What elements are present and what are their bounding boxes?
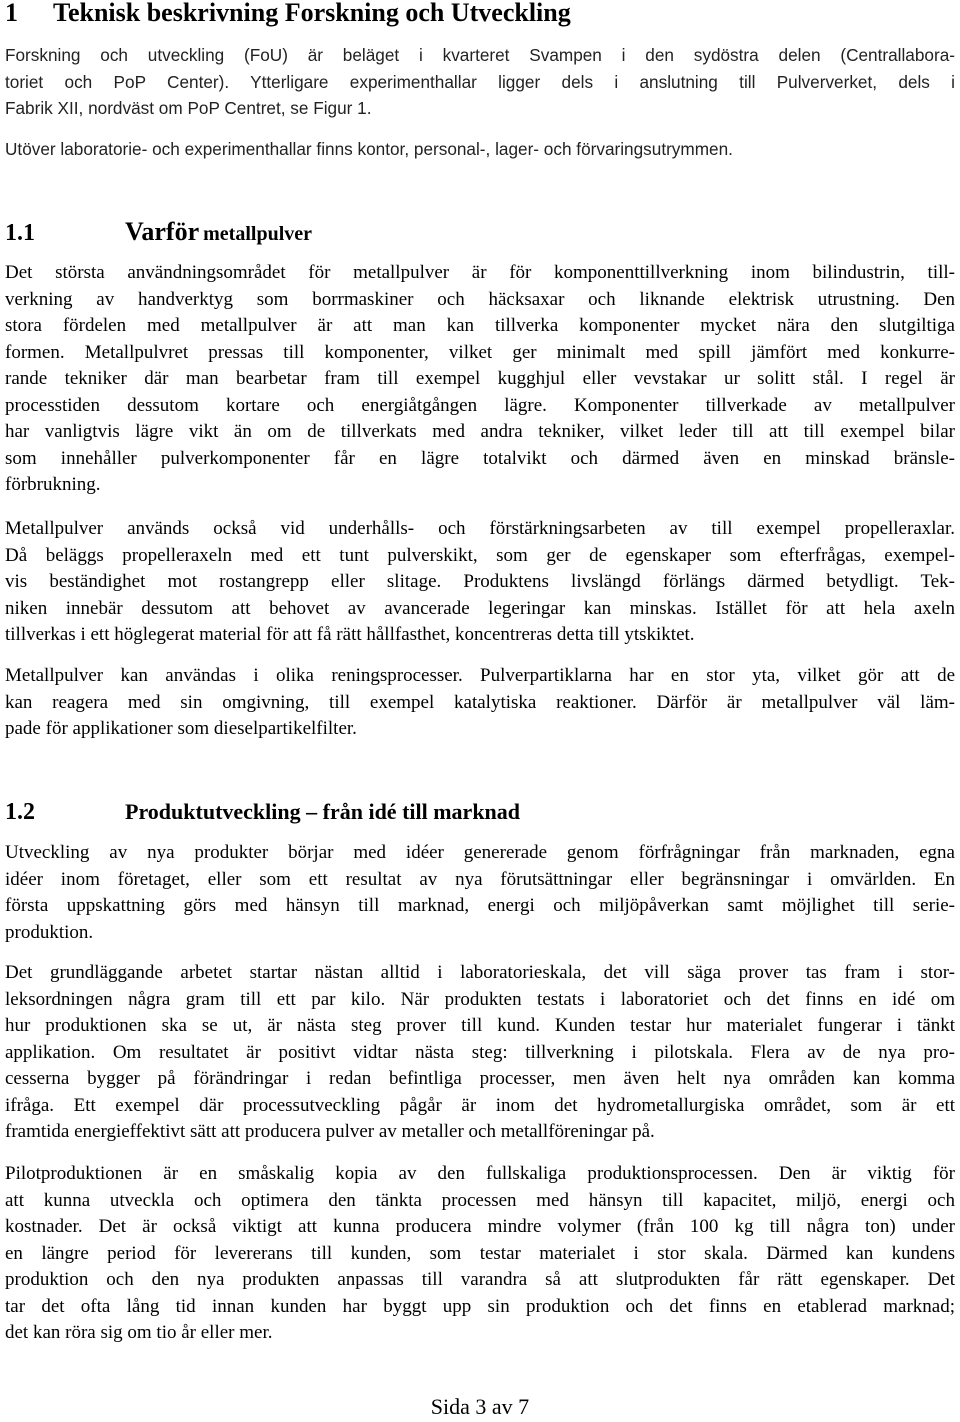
text-line: Fabrik XII, nordväst om PoP Centret, se Figur 1. [5, 98, 372, 118]
section-1-2-heading [5, 795, 955, 832]
text-line: Det största användningsområdet för metallpulver är för komponenttillverkning inom bilindustrin, till- [5, 262, 955, 283]
text-line: leksordningen några gram till ett par kilo. När produkten testats i laboratoriet och det finns en idé om [5, 988, 955, 1010]
section-1-1-title-part2: metallpulver [203, 223, 313, 245]
intro-paragraph-2 [5, 136, 955, 163]
text-line: första uppskattning görs med hänsyn till marknad, energi och miljöpåverkan samt möjlighet till serie- [5, 895, 955, 916]
page-number-footer: Sida 3 av 7 [430, 1394, 530, 1419]
text-line: tar det ofta lång tid innan kunden har byggt upp sin produktion och det finns en etablerad marknad; [5, 1295, 955, 1317]
text-line: en längre period för levererans till kunden, som testar materialet i stor skala. Därmed kan kundens [5, 1242, 955, 1264]
section-1-1-number: 1.1 [5, 220, 35, 246]
text-line: ifråga. Ett exempel där processutveckling pågår är inom det hydrometallurgiska området, som är ett [5, 1094, 955, 1116]
text-line: pade för applikationer som dieselpartikelfilter. [5, 718, 357, 739]
text-line: Utveckling av nya produkter börjar med idéer genererade genom förfrågningar från marknaden, egna [5, 842, 955, 863]
text-line: Metallpulver används också vid underhålls- och förstärkningsarbeten av till exempel propelleraxlar. [5, 518, 955, 539]
text-line: produktion och den nya produkten anpassas till varandra så att slutprodukten får rätt egenskaper. Det [5, 1269, 955, 1290]
text-line: applikation. Om resultatet är positivt vidtar nästa steg: tillverkning i pilotskala. Flera av de nya pro- [5, 1041, 955, 1063]
section-1-2-paragraph-2 [5, 960, 955, 1146]
section-1-2-title: Produktutveckling – från idé till marknad [125, 799, 521, 824]
text-line: kan reagera med sin omgivning, till exempel katalytiska reaktioner. Därför är metallpulver väl läm- [5, 691, 955, 713]
section-1-2-number: 1.2 [5, 799, 35, 825]
text-line: kostnader. Det är också viktigt att kunna producera mindre volymer (från 100 kg till några ton) under [5, 1216, 955, 1237]
section-1-2-paragraph-1 [5, 840, 955, 946]
text-line: Pilotproduktionen är en småskalig kopia av den fullskaliga produktionsprocessen. Den är viktig för [5, 1163, 955, 1184]
text-line: framtida energieffektivt sätt att producera pulver av metaller och metallföreningar på. [5, 1121, 655, 1142]
text-line: hur produktionen ska se ut, är nästa steg prover till kund. Kunden testar hur materialet fungerar i tänkt [5, 1015, 955, 1036]
text-line: verkning av handverktyg som borrmaskiner och häcksaxar och liknande elektrisk utrustning. Den [5, 288, 955, 310]
text-line: toriet och PoP Center). Ytterligare experimenthallar ligger dels i anslutning till Pulververket, dels i [5, 71, 955, 92]
text-line: som innehåller pulverkomponenter får en lägre totalvikt och därmed även en minskad bränsle- [5, 447, 955, 469]
section-1-1-heading [5, 214, 955, 254]
text-line: Det grundläggande arbetet startar nästan alltid i laboratorieskala, det vill säga prover tas fram i stor- [5, 962, 955, 983]
text-line: att kunna utveckla och optimera den tänkta processen med hänsyn till kapacitet, miljö, energi och [5, 1189, 955, 1211]
intro-paragraph-1 [5, 42, 955, 122]
text-line: Då beläggs propelleraxeln med ett tunt pulverskikt, som ger de egenskaper som efterfrågas, exempel- [5, 544, 955, 566]
section-1-1-paragraph-1 [5, 260, 955, 499]
text-line: förbrukning. [5, 474, 101, 495]
text-line: formen. Metallpulvret pressas till komponenter, vilket ger minimalt med spill jämfört med konkurre- [5, 341, 955, 363]
main-heading [5, 0, 955, 32]
text-line: produktion. [5, 921, 94, 943]
text-line: niken innebär dessutom att behovet av avancerade legeringar kan minskas. Istället för att hela axeln [5, 597, 955, 619]
text-line: cesserna bygger på förändringar i redan befintliga processer, men även helt nya områden kan komma [5, 1068, 955, 1089]
text-line: Metallpulver kan användas i olika reningsprocesser. Pulverpartiklarna har en stor yta, vilket gör att de [5, 665, 955, 686]
text-line: rande tekniker där man bearbetar fram till exempel kugghjul eller vevstakar ur solitt stål. I regel är [5, 368, 955, 389]
section-1-1-paragraph-2 [5, 516, 955, 649]
text-line: Utöver laboratorie- och experimenthallar finns kontor, personal-, lager- och förvaringsutrymmen. [5, 139, 733, 159]
section-1-1-title-part1: Varför [125, 217, 200, 246]
text-line: vis beständighet mot rostangrepp eller slitage. Produktens livslängd förlängs därmed betydligt. Tek- [5, 571, 955, 592]
section-1-2-paragraph-3 [5, 1161, 955, 1347]
section-1-1-paragraph-3 [5, 663, 955, 743]
text-line: tillverkas i ett höglegerat material för att få rätt hållfasthet, koncentreras detta till ytskiktet. [5, 624, 695, 645]
text-line: stora fördelen med metallpulver är att man kan tillverka komponenter mycket nära den slutgiltiga [5, 315, 955, 336]
text-line: Forskning och utveckling (FoU) är beläget i kvarteret Svampen i den sydöstra delen (Centrallabora- [5, 45, 955, 65]
text-line: det kan röra sig om tio år eller mer. [5, 1322, 273, 1343]
text-line: har vanligtvis lägre vikt än om de tillverkats med andra tekniker, vilket leder till att till exempel bilar [5, 421, 955, 442]
text-line: processtiden dessutom kortare och energiåtgången lägre. Komponenter tillverkade av metallpulver [5, 394, 955, 416]
main-heading-title: Teknisk beskrivning Forskning och Utveckling [53, 0, 571, 27]
text-line: idéer inom företaget, eller som ett resultat av nya förutsättningar eller begränsningar i omvärlden. En [5, 868, 955, 890]
main-heading-number: 1 [5, 0, 18, 27]
